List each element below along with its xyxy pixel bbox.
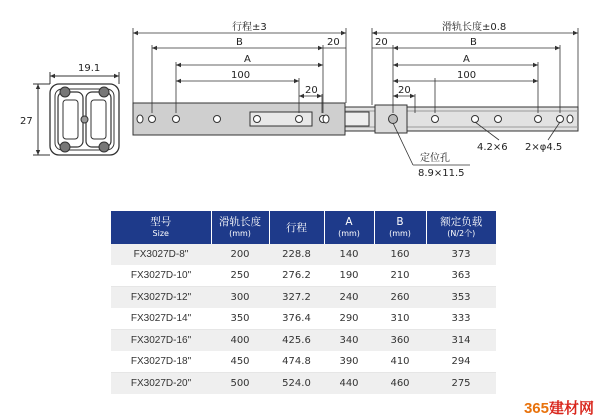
dim-20-right-low: 20 bbox=[398, 85, 411, 96]
cross-section-profile bbox=[33, 72, 119, 155]
cell-travel: 474.8 bbox=[269, 351, 324, 373]
travel-label: 行程±3 bbox=[232, 22, 267, 33]
cell-travel: 376.4 bbox=[269, 308, 324, 330]
table-row bbox=[111, 287, 496, 309]
side-view-rail bbox=[133, 103, 578, 135]
cell-a: 290 bbox=[324, 308, 374, 330]
cell-size: FX3027D-12" bbox=[111, 287, 211, 309]
cell-travel: 276.2 bbox=[269, 265, 324, 287]
header-a: A (mm) bbox=[324, 211, 374, 244]
cell-rated-load: 314 bbox=[426, 330, 496, 352]
dim-a-right: A bbox=[463, 54, 470, 65]
dim-20-left-low: 20 bbox=[305, 85, 318, 96]
rail-length-label: 滑轨长度±0.8 bbox=[442, 22, 507, 33]
dim-b-right: B bbox=[470, 37, 477, 48]
table-row bbox=[111, 330, 496, 352]
cell-rated-load: 373 bbox=[426, 244, 496, 265]
watermark-number: 365 bbox=[523, 400, 549, 417]
header-size: 型号 Size bbox=[111, 211, 211, 244]
cell-travel: 327.2 bbox=[269, 287, 324, 309]
table-row bbox=[111, 373, 496, 395]
cell-a: 390 bbox=[324, 351, 374, 373]
header-b: B (mm) bbox=[374, 211, 426, 244]
dim-20-left-top: 20 bbox=[327, 37, 340, 48]
cell-a: 140 bbox=[324, 244, 374, 265]
dimension-lines bbox=[133, 28, 578, 165]
cell-a: 190 bbox=[324, 265, 374, 287]
dim-100-left: 100 bbox=[231, 70, 251, 81]
cell-rail-length: 450 bbox=[211, 351, 269, 373]
cell-rated-load: 294 bbox=[426, 351, 496, 373]
cell-rail-length: 200 bbox=[211, 244, 269, 265]
locating-hole-label: 定位孔 bbox=[420, 153, 450, 164]
profile-height-label: 27 bbox=[20, 116, 33, 127]
cell-rail-length: 500 bbox=[211, 373, 269, 395]
technical-drawing bbox=[0, 0, 600, 205]
cell-b: 260 bbox=[374, 287, 426, 309]
cell-b: 160 bbox=[374, 244, 426, 265]
cell-b: 210 bbox=[374, 265, 426, 287]
cell-travel: 524.0 bbox=[269, 373, 324, 395]
cell-rail-length: 250 bbox=[211, 265, 269, 287]
cell-rated-load: 333 bbox=[426, 308, 496, 330]
site-watermark bbox=[524, 397, 594, 418]
table-row bbox=[111, 265, 496, 287]
header-travel: 行程 bbox=[269, 211, 324, 244]
table-row bbox=[111, 351, 496, 373]
cell-size: FX3027D-14" bbox=[111, 308, 211, 330]
hole-spec-slot: 4.2×6 bbox=[477, 142, 508, 153]
cell-a: 440 bbox=[324, 373, 374, 395]
cell-size: FX3027D-16" bbox=[111, 330, 211, 352]
cell-size: FX3027D-10" bbox=[111, 265, 211, 287]
table-row bbox=[111, 244, 496, 265]
cell-rail-length: 300 bbox=[211, 287, 269, 309]
table-header-row bbox=[111, 211, 496, 244]
cell-b: 410 bbox=[374, 351, 426, 373]
dim-100-right: 100 bbox=[457, 70, 477, 81]
cell-b: 360 bbox=[374, 330, 426, 352]
cell-rail-length: 350 bbox=[211, 308, 269, 330]
profile-width-label: 19.1 bbox=[78, 63, 101, 74]
dim-20-right-top: 20 bbox=[375, 37, 388, 48]
cell-b: 460 bbox=[374, 373, 426, 395]
table-row bbox=[111, 308, 496, 330]
cell-size: FX3027D-20" bbox=[111, 373, 211, 395]
dim-b-left: B bbox=[236, 37, 243, 48]
dim-a-left: A bbox=[244, 54, 251, 65]
cell-b: 310 bbox=[374, 308, 426, 330]
cell-rail-length: 400 bbox=[211, 330, 269, 352]
locating-hole-size: 8.9×11.5 bbox=[418, 168, 465, 179]
cell-rated-load: 353 bbox=[426, 287, 496, 309]
header-rated-load: 额定负载 (N/2个) bbox=[426, 211, 496, 244]
cell-travel: 228.8 bbox=[269, 244, 324, 265]
hole-spec-round: 2×φ4.5 bbox=[525, 142, 563, 153]
cell-size: FX3027D-18" bbox=[111, 351, 211, 373]
header-rail-length: 滑轨长度 (mm) bbox=[211, 211, 269, 244]
cell-rated-load: 275 bbox=[426, 373, 496, 395]
cell-rated-load: 363 bbox=[426, 265, 496, 287]
watermark-text: 建材网 bbox=[548, 400, 594, 417]
cell-a: 240 bbox=[324, 287, 374, 309]
spec-table bbox=[111, 211, 496, 395]
cell-size: FX3027D-8" bbox=[111, 244, 211, 265]
cell-travel: 425.6 bbox=[269, 330, 324, 352]
cell-a: 340 bbox=[324, 330, 374, 352]
